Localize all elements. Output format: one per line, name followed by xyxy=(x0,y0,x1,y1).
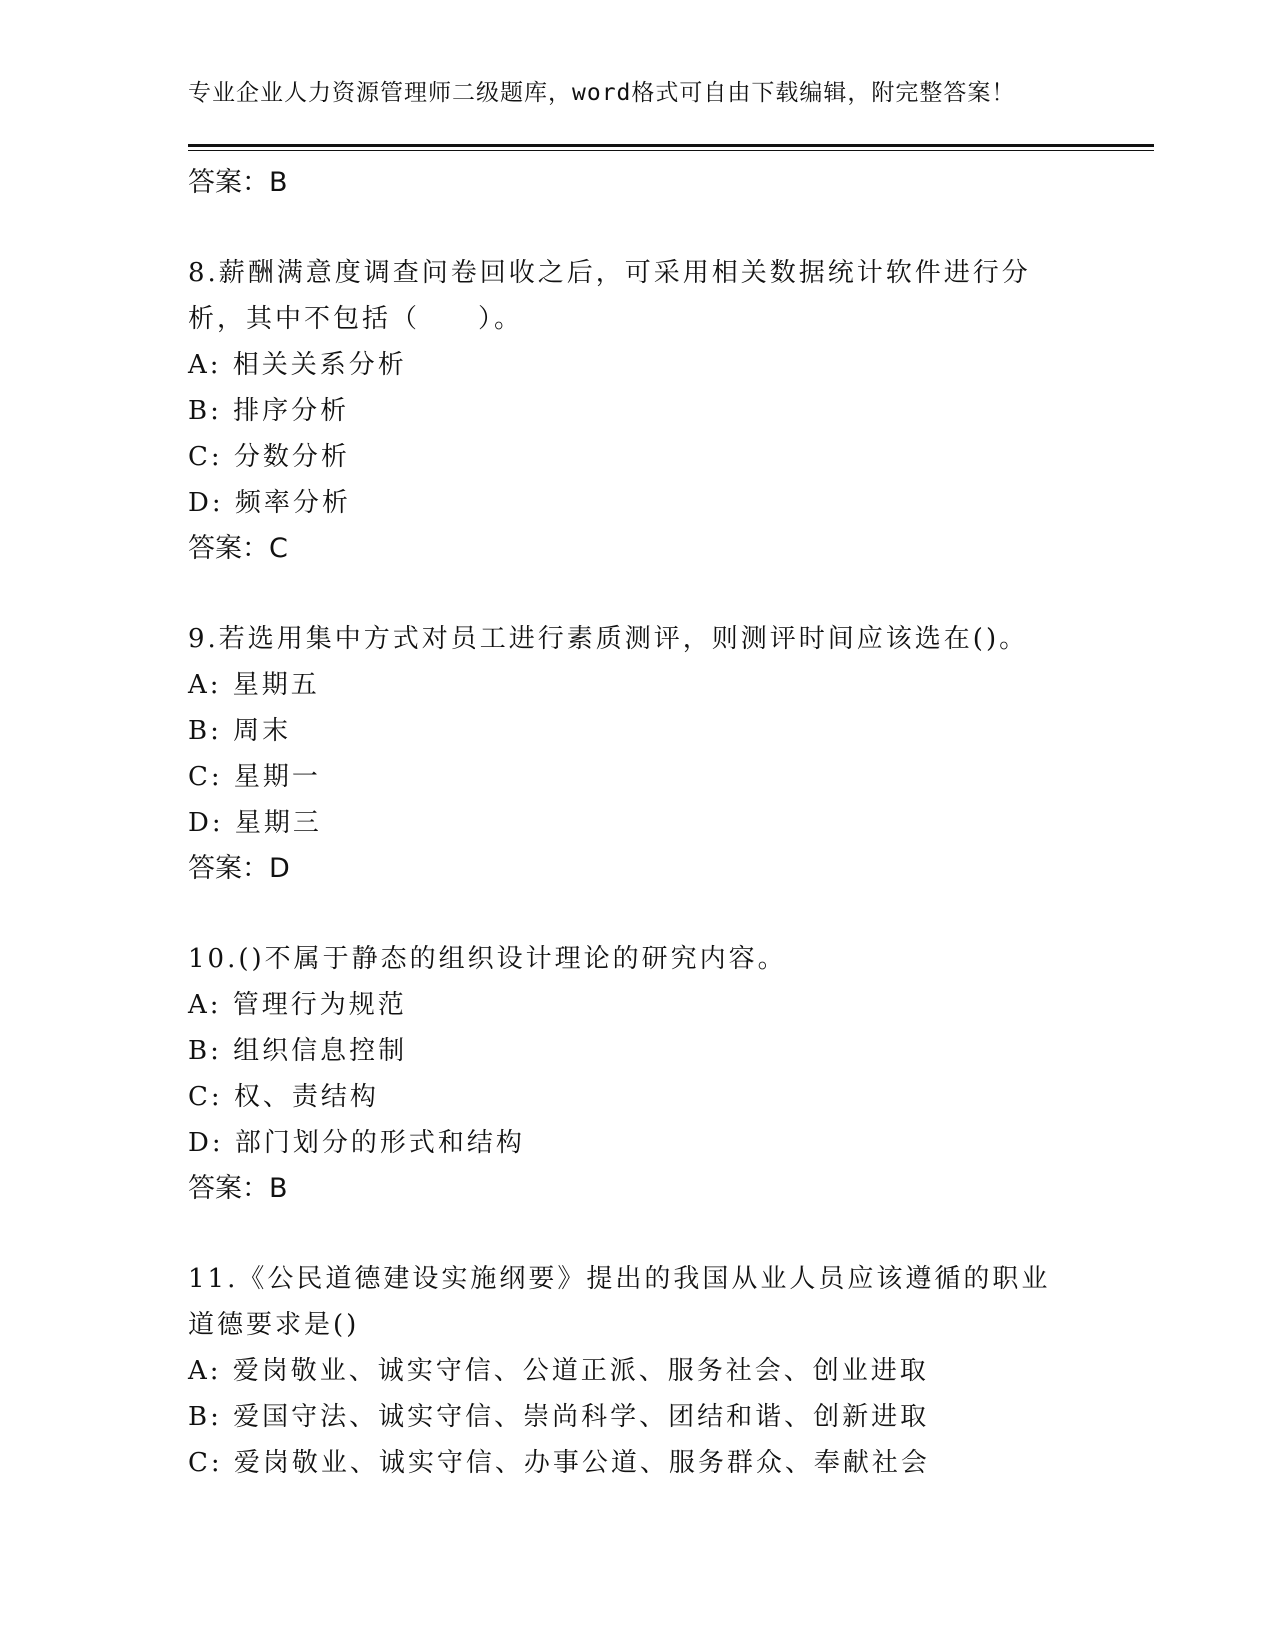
question-9-stem: 9.若选用集中方式对员工进行素质测评，则测评时间应该选在()。 xyxy=(188,624,1029,654)
question-9-option-d: D: 星期三 xyxy=(188,808,322,838)
question-8 xyxy=(188,250,1088,572)
question-11-option-b: B: 爱国守法、诚实守信、崇尚科学、团结和谐、创新进取 xyxy=(188,1402,930,1432)
question-10 xyxy=(188,936,1088,1212)
question-11-option-c: C: 爱岗敬业、诚实守信、办事公道、服务群众、奉献社会 xyxy=(188,1448,930,1478)
header-rule-thick xyxy=(188,144,1154,147)
question-10-answer: 答案：B xyxy=(188,1173,288,1204)
question-9-answer: 答案：D xyxy=(188,853,290,884)
question-11-stem: 11.《公民道德建设实施纲要》提出的我国从业人员应该遵循的职业道德要求是() xyxy=(188,1264,1051,1340)
question-8-option-c: C: 分数分析 xyxy=(188,442,350,472)
question-8-option-a: A: 相关关系分析 xyxy=(188,350,407,380)
page-header-note: 专业企业人力资源管理师二级题库，word格式可自由下载编辑，附完整答案！ xyxy=(188,80,1016,106)
question-10-option-b: B: 组织信息控制 xyxy=(188,1036,408,1066)
question-9-option-c: C: 星期一 xyxy=(188,762,321,792)
question-list xyxy=(188,160,1088,1486)
question-10-option-c: C: 权、责结构 xyxy=(188,1082,379,1112)
question-9 xyxy=(188,616,1088,892)
question-8-answer: 答案：C xyxy=(188,533,288,564)
question-11 xyxy=(188,1256,1088,1486)
question-8-option-d: D: 频率分析 xyxy=(188,488,351,518)
question-8-option-b: B: 排序分析 xyxy=(188,396,350,426)
question-8-stem: 8.薪酬满意度调查问卷回收之后，可采用相关数据统计软件进行分析，其中不包括（ ）。 xyxy=(188,258,1031,334)
header-rule-thin xyxy=(188,150,1154,151)
question-11-option-a: A: 爱岗敬业、诚实守信、公道正派、服务社会、创业进取 xyxy=(188,1356,929,1386)
question-9-option-b: B: 周末 xyxy=(188,716,292,746)
question-10-stem: 10.()不属于静态的组织设计理论的研究内容。 xyxy=(188,944,787,974)
question-10-option-a: A: 管理行为规范 xyxy=(188,990,407,1020)
answer-7: 答案：B xyxy=(188,167,288,198)
question-10-option-d: D: 部门划分的形式和结构 xyxy=(188,1128,525,1158)
question-9-option-a: A: 星期五 xyxy=(188,670,320,700)
